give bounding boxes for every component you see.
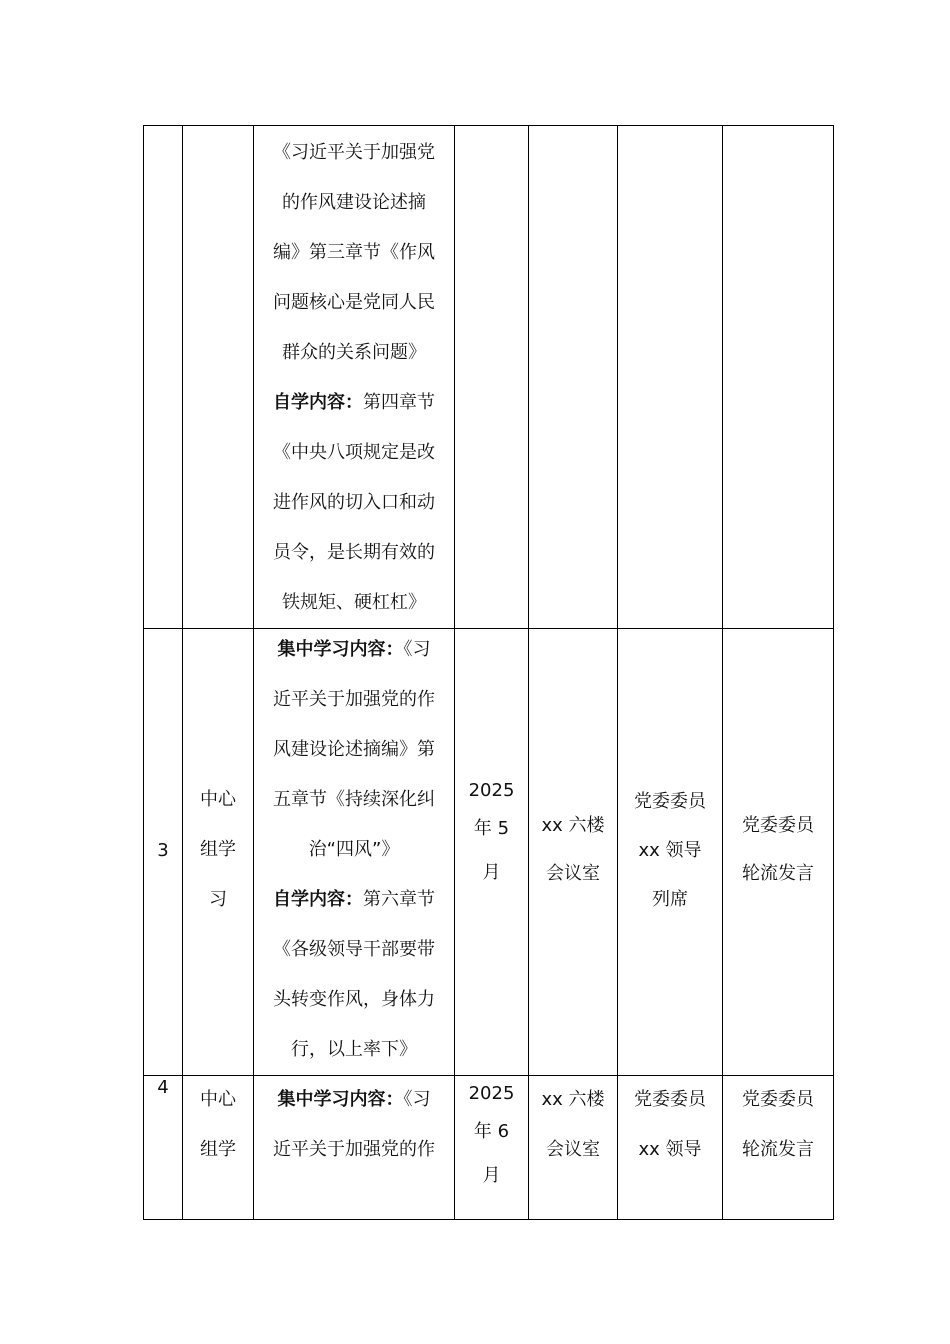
cell-num: [144, 125, 183, 629]
cell-date: [455, 1075, 529, 1220]
content-line: 治“四风”》: [308, 839, 400, 860]
cell-participants: [618, 1075, 723, 1220]
type-line: 中心: [200, 789, 236, 810]
row-number: 3: [157, 839, 169, 861]
cell-content: [254, 1075, 455, 1220]
content-line: 集中学习内容：《习: [277, 639, 431, 660]
row-number: 4: [157, 1077, 169, 1098]
content-line: 的作风建设论述摘: [282, 192, 426, 213]
content-line: 自学内容：第六章节: [273, 889, 435, 910]
cell-type: [183, 125, 254, 629]
form-line: 轮流发言: [742, 863, 814, 884]
participants-line: 列席: [652, 888, 688, 910]
date-line: 年 5: [473, 818, 510, 839]
table-row: [143, 1075, 833, 1220]
content-line: 头转变作风，身体力: [273, 989, 435, 1010]
cell-form: [723, 125, 834, 629]
type-line: 组学: [200, 839, 236, 860]
cell-num: [144, 625, 183, 1076]
content-line: 进作风的切入口和动: [273, 492, 435, 513]
study-plan-table: [143, 125, 833, 1220]
participants-line: xx 领导: [638, 839, 702, 861]
content-line: 编》第三章节《作风: [273, 242, 435, 263]
cell-type: [183, 1075, 254, 1220]
cell-date: [455, 625, 529, 1076]
cell-location: [529, 1075, 618, 1220]
location-line: 会议室: [546, 863, 600, 884]
cell-type: [183, 625, 254, 1076]
location-line: 会议室: [546, 1139, 600, 1160]
type-line: 习: [209, 889, 227, 910]
content-line: 铁规矩、硬杠杠》: [282, 592, 426, 613]
cell-location: [529, 125, 618, 629]
type-line: 中心: [200, 1089, 236, 1110]
form-line: 党委委员: [742, 1089, 814, 1110]
location-line: xx 六楼: [541, 815, 605, 836]
content-line: 行，以上率下》: [291, 1039, 417, 1060]
content-line: 近平关于加强党的作: [273, 689, 435, 710]
date-line: 2025: [468, 1083, 515, 1104]
form-line: 轮流发言: [742, 1139, 814, 1160]
cell-location: [529, 625, 618, 1076]
cell-num: [144, 1075, 183, 1220]
content-line: 《中央八项规定是改: [273, 442, 435, 463]
date-line: 2025: [468, 780, 515, 801]
cell-form: [723, 1075, 834, 1220]
table-row: [143, 625, 833, 1075]
cell-content: [254, 125, 455, 629]
location-line: xx 六楼: [541, 1089, 605, 1110]
content-line: 自学内容：第四章节: [273, 392, 435, 413]
cell-participants: [618, 125, 723, 629]
date-line: 年 6: [473, 1121, 510, 1142]
form-line: 党委委员: [742, 815, 814, 836]
content-line: 问题核心是党同人民: [273, 292, 435, 313]
content-line: 群众的关系问题》: [282, 342, 426, 363]
content-line: 集中学习内容：《习: [277, 1089, 431, 1110]
content-line: 员令，是长期有效的: [273, 542, 435, 563]
date-line: 月: [482, 862, 501, 883]
date-line: 月: [482, 1165, 501, 1186]
participants-line: xx 领导: [638, 1139, 702, 1160]
content-line: 《各级领导干部要带: [273, 939, 435, 960]
cell-content: [254, 625, 455, 1076]
content-line: 五章节《持续深化纠: [273, 789, 435, 810]
participants-line: 党委委员: [634, 1089, 706, 1110]
content-line: 风建设论述摘编》第: [273, 739, 435, 760]
content-line: 近平关于加强党的作: [273, 1139, 435, 1160]
table-row: [143, 125, 833, 625]
type-line: 组学: [200, 1139, 236, 1160]
content-line: 《习近平关于加强党: [273, 142, 435, 163]
cell-date: [455, 125, 529, 629]
cell-participants: [618, 625, 723, 1076]
participants-line: 党委委员: [634, 790, 706, 812]
cell-form: [723, 625, 834, 1076]
